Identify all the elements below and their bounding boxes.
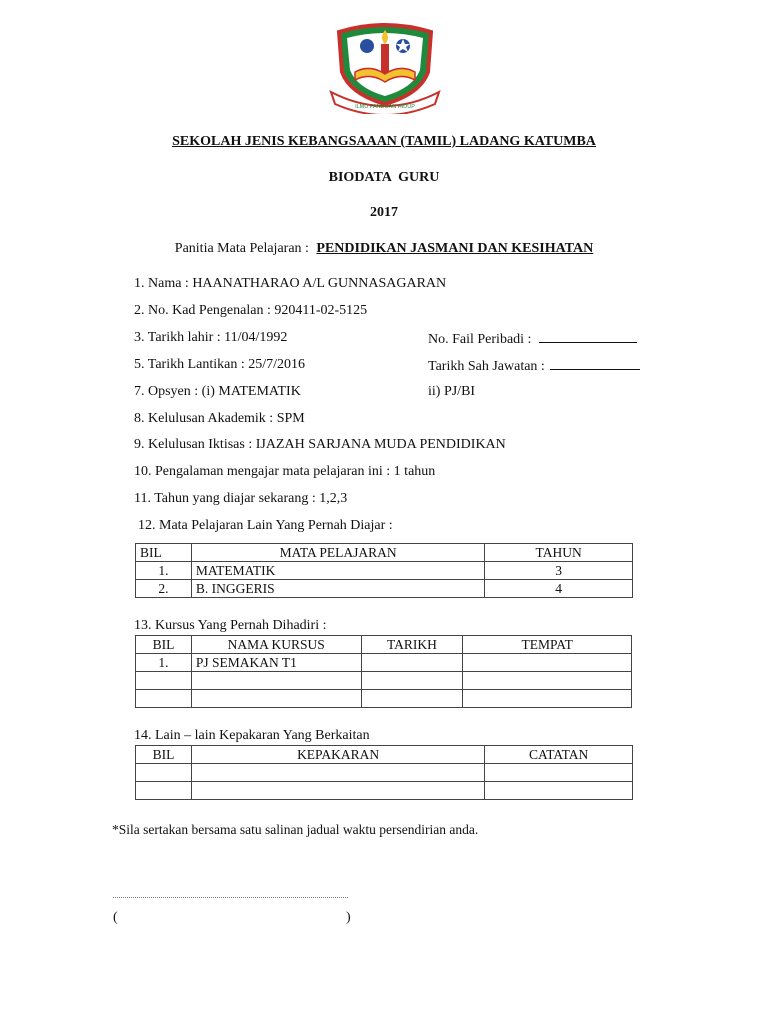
document-title: BIODATA GURU [328,170,440,185]
table-cell [136,764,192,782]
table-mata-pelajaran [135,543,633,598]
header-cell: NAMA KURSUS [191,636,361,654]
header-cell: TAHUN [485,544,633,562]
item-tarikh-lahir: 3. Tarikh lahir : 11/04/1992 [134,330,288,345]
signature-close-paren: ) [346,910,351,925]
panitia-line [0,241,768,257]
table-cell: 1. [136,654,192,672]
item-pengalaman: 10. Pengalaman mengajar mata pelajaran ini : 1 tahun [134,464,436,479]
table-cell [136,672,192,690]
table-cell: 4 [485,580,633,598]
table-cell [485,764,633,782]
item-kursus: 13. Kursus Yang Pernah Dihadiri : [134,618,327,633]
item-mata-pelajaran-lain: 12. Mata Pelajaran Lain Yang Pernah Diajar : [138,518,393,533]
item-nama: 1. Nama : HAANATHARAO A/L GUNNASAGARAN [134,276,447,291]
header-cell: BIL [136,746,192,764]
sah-jawatan-blank [550,357,640,370]
header-cell: TARIKH [361,636,463,654]
table-cell [361,672,463,690]
table-cell: 3 [485,562,633,580]
document-year: 2017 [370,205,398,220]
table-cell [361,654,463,672]
school-name: SEKOLAH JENIS KEBANGSAAAN (TAMIL) LADANG KATUMBA [172,134,596,149]
header-cell: KEPAKARAN [191,746,484,764]
table-cell [136,690,192,708]
table-cell [463,654,632,672]
table-kursus [135,635,632,708]
table-row [136,782,633,800]
logo-motto-text: ILMU PANDUAN HIDUP [355,104,415,110]
table-cell [191,764,484,782]
sah-jawatan-label: Tarikh Sah Jawatan : [428,359,545,374]
table-cell [463,690,632,708]
item-opsyen: 7. Opsyen : (i) MATEMATIK [134,384,301,399]
table-cell: 2. [136,580,192,598]
item-kelulusan-iktisas: 9. Kelulusan Iktisas : IJAZAH SARJANA MUDA PENDIDIKAN [134,437,506,452]
item-kad-pengenalan: 2. No. Kad Pengenalan : 920411-02-5125 [134,303,368,318]
header-cell: BIL [136,544,192,562]
school-logo [325,22,445,114]
table-row [136,654,632,672]
table-cell [485,782,633,800]
table-cell: MATEMATIK [191,562,484,580]
panitia-subject: PENDIDIKAN JASMANI DAN KESIHATAN [316,241,594,256]
header-cell: CATATAN [485,746,633,764]
signature-dotted-line [113,897,348,898]
table-cell [361,690,463,708]
header-cell: TEMPAT [463,636,632,654]
table-cell [463,672,632,690]
table-cell: PJ SEMAKAN T1 [191,654,361,672]
table-header-row [136,746,633,764]
table-row [136,764,633,782]
fail-peribadi-blank [539,330,637,343]
table-cell [191,672,361,690]
signature-open-paren: ( [113,910,118,925]
table-row [136,580,633,598]
table-cell [191,690,361,708]
table-row [136,690,632,708]
table-cell: 1. [136,562,192,580]
item-tarikh-lantikan: 5. Tarikh Lantikan : 25/7/2016 [134,357,306,372]
table-cell [136,782,192,800]
table-cell: B. INGGERIS [191,580,484,598]
table-header-row [136,544,633,562]
table-cell [191,782,484,800]
item-kepakaran: 14. Lain – lain Kepakaran Yang Berkaitan [134,728,370,743]
table-header-row [136,636,632,654]
item-tahun-diajar: 11. Tahun yang diajar sekarang : 1,2,3 [134,491,348,506]
fail-peribadi-label: No. Fail Peribadi : [428,332,532,347]
panitia-label: Panitia Mata Pelajaran : [174,241,309,256]
header-cell: BIL [136,636,192,654]
footer-note: *Sila sertakan bersama satu salinan jadual waktu persendirian anda. [112,822,479,837]
table-row [136,672,632,690]
item-kelulusan-akademik: 8. Kelulusan Akademik : SPM [134,411,305,426]
item-sah-jawatan [428,357,640,375]
item-opsyen-ii: ii) PJ/BI [428,384,476,399]
item-fail-peribadi [428,330,637,348]
table-row [136,562,633,580]
table-kepakaran [135,745,633,800]
header-cell: MATA PELAJARAN [191,544,484,562]
